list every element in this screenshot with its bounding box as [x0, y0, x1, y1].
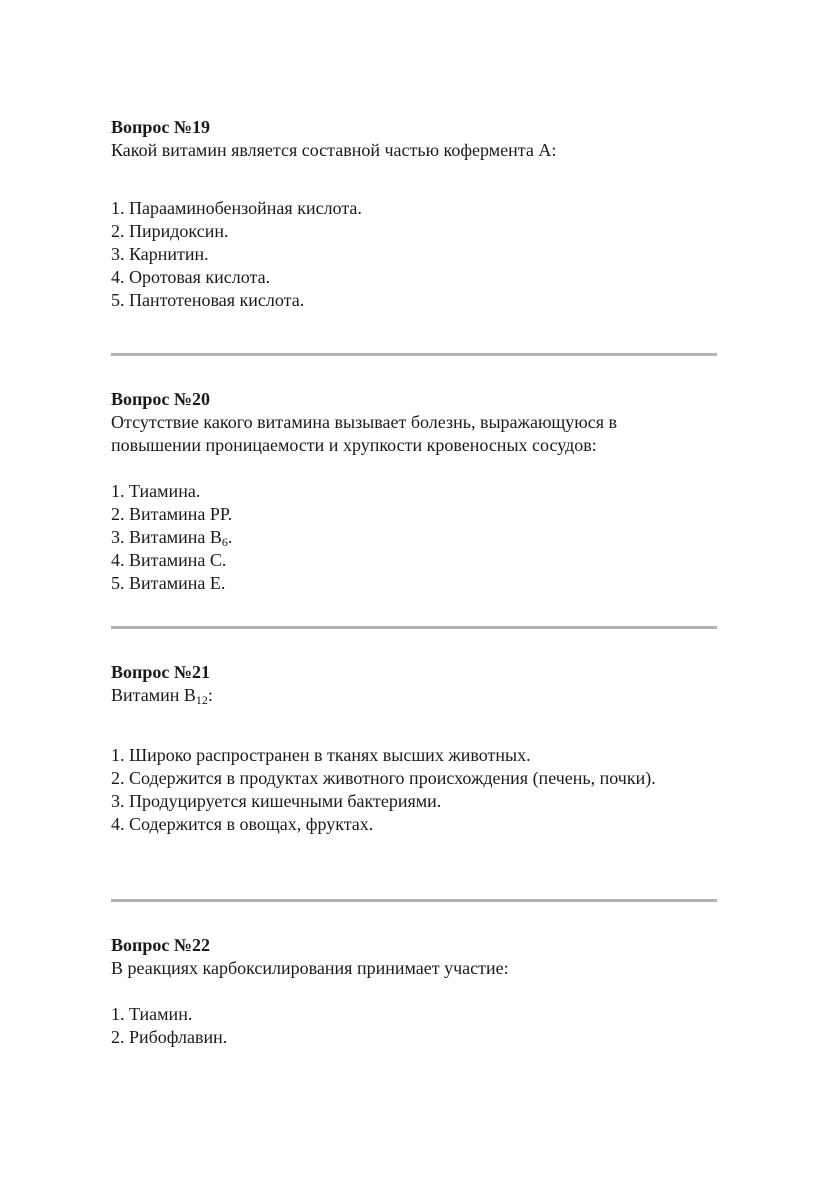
answer-option: 2. Рибофлавин.	[111, 1027, 228, 1047]
answer-option: 2. Пиридоксин.	[111, 221, 229, 241]
question-text	[111, 684, 731, 707]
question-title: Вопрос №19	[111, 117, 210, 137]
question-title: Вопрос №22	[111, 935, 210, 955]
subscript: 12	[195, 693, 208, 707]
question-title: Вопрос №21	[111, 662, 210, 682]
question-20	[111, 388, 731, 595]
answer-option	[111, 526, 731, 549]
answer-option: 5. Пантотеновая кислота.	[111, 290, 305, 310]
question-text-part: Витамин В	[111, 685, 196, 705]
answer-option: 1. Широко распространен в тканях высших животных.	[111, 745, 531, 765]
section-divider	[111, 353, 717, 356]
answer-option: 5. Витамина Е.	[111, 573, 226, 593]
answer-option: 4. Содержится в овощах, фруктах.	[111, 814, 374, 834]
answer-option: 1. Парааминобензойная кислота.	[111, 198, 362, 218]
question-21	[111, 661, 731, 836]
subscript: 6	[221, 535, 228, 549]
answer-options	[111, 1003, 731, 1049]
answer-option-text: 3. Витамина В	[111, 527, 222, 547]
question-text-part: :	[207, 685, 213, 705]
answer-option: 1. Тиамина.	[111, 481, 201, 501]
answer-options	[111, 744, 671, 836]
question-19	[111, 116, 731, 312]
answer-option: 3. Карнитин.	[111, 244, 209, 264]
answer-option: 4. Витамина С.	[111, 550, 227, 570]
answer-options	[111, 197, 731, 312]
answer-option: 4. Оротовая кислота.	[111, 267, 271, 287]
answer-option: 2. Содержится в продуктах животного происхождения (печень, почки).	[111, 768, 656, 788]
answer-option: 2. Витамина РР.	[111, 504, 233, 524]
question-text: Какой витамин является составной частью кофермента А:	[111, 140, 557, 160]
answer-option: 3. Продуцируется кишечными бактериями.	[111, 791, 442, 811]
answer-option-text: .	[227, 527, 233, 547]
question-text: Отсутствие какого витамина вызывает болезнь, выражающуюся в повышении проницаемости и хрупкости кровеносных сосудов:	[111, 412, 617, 455]
answer-options	[111, 480, 731, 595]
question-text: В реакциях карбоксилирования принимает участие:	[111, 958, 509, 978]
question-title: Вопрос №20	[111, 389, 210, 409]
section-divider	[111, 899, 717, 902]
section-divider	[111, 626, 717, 629]
question-22	[111, 934, 731, 1049]
answer-option: 1. Тиамин.	[111, 1004, 193, 1024]
